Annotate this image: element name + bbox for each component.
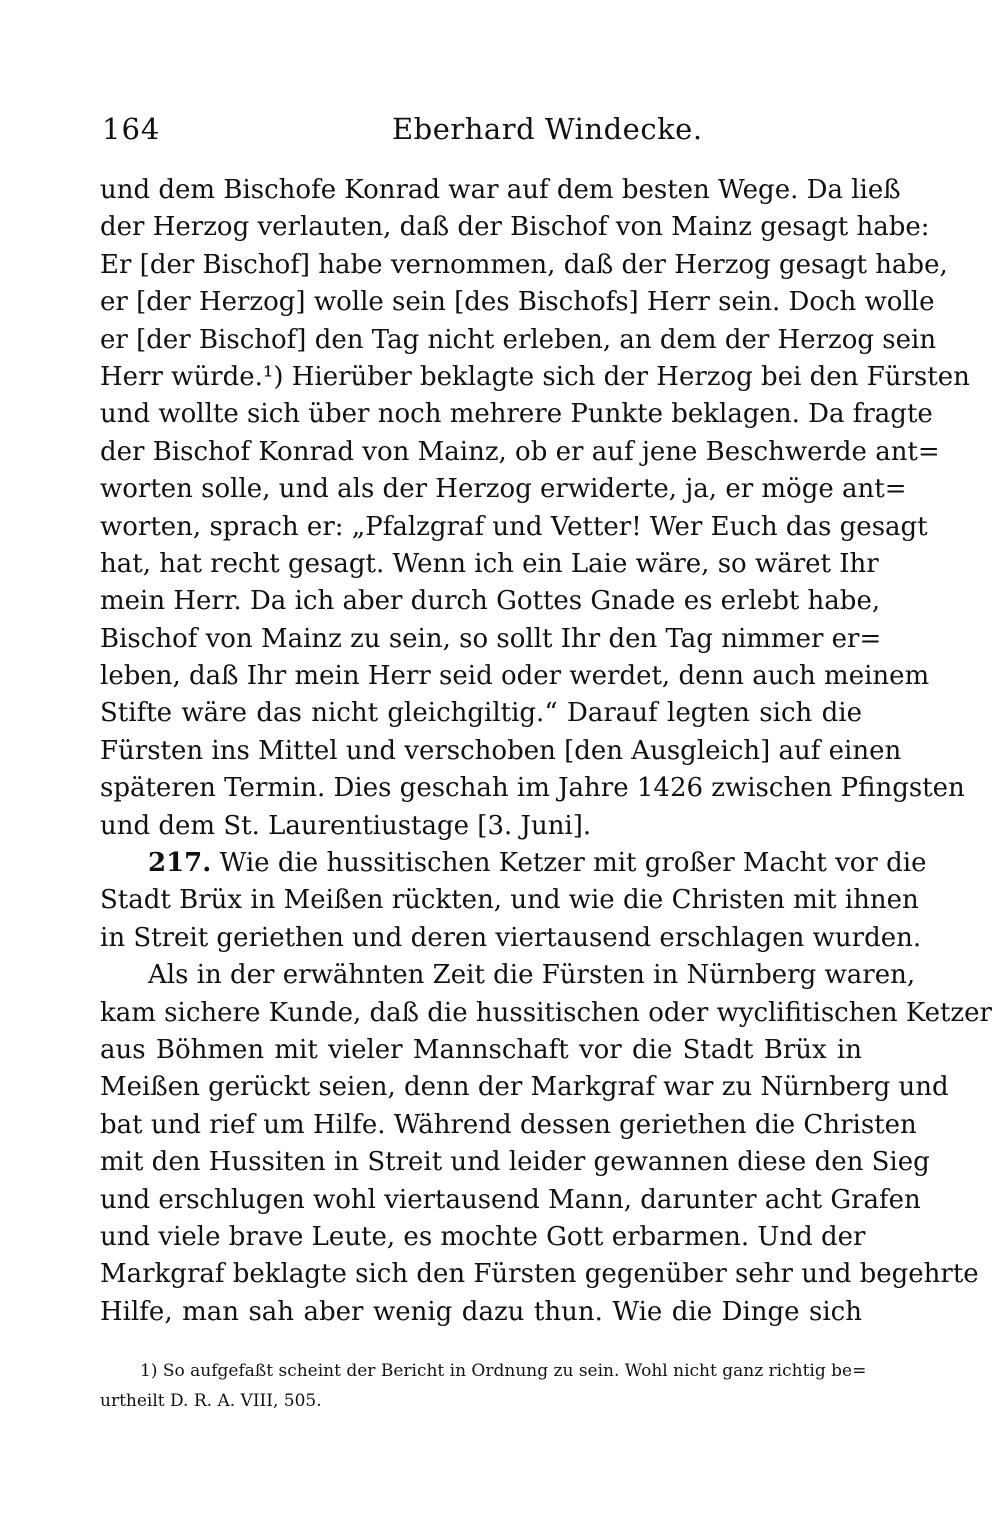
text-line: aus Böhmen mit vieler Mannschaft vor die Stadt Brüx in [100, 1034, 862, 1065]
footnotes [100, 1356, 867, 1416]
text-line: Als in der erwähnten Zeit die Fürsten in Nürnberg waren, [148, 960, 916, 991]
text-line: er [der Herzog] wolle sein [des Bischofs] Herr sein. Doch wolle [100, 287, 935, 318]
text-line: späteren Termin. Dies geschah im Jahre 1426 zwischen Pfingsten [100, 773, 965, 804]
section-heading-line: Stadt Brüx in Meißen rückten, und wie die Christen mit ihnen [100, 885, 919, 916]
text-line: bat und rief um Hilfe. Während dessen geriethen die Christen [100, 1109, 917, 1140]
section-heading-text: Wie die hussitischen Ketzer mit großer Macht vor die [219, 848, 927, 879]
text-line: und viele brave Leute, es mochte Gott erbarmen. Und der [100, 1221, 866, 1252]
text-line: mein Herr. Da ich aber durch Gottes Gnade es erlebt habe, [100, 586, 881, 617]
page-header [102, 112, 862, 156]
text-line: und erschlugen wohl viertausend Mann, darunter acht Grafen [100, 1184, 921, 1215]
text-line: der Herzog verlauten, daß der Bischof von Mainz gesagt habe: [100, 212, 930, 243]
text-line: der Bischof Konrad von Mainz, ob er auf jene Beschwerde ant= [100, 436, 940, 467]
text-line: und dem Bischofe Konrad war auf dem besten Wege. Da ließ [100, 175, 901, 205]
text-line: hat, hat recht gesagt. Wenn ich ein Laie wäre, so wäret Ihr [100, 548, 879, 579]
page-number: 164 [102, 112, 161, 146]
text-line: Bischof von Mainz zu sein, so sollt Ihr den Tag nimmer er= [100, 623, 882, 654]
text-line: Markgraf beklagte sich den Fürsten gegenüber sehr und begehrte [100, 1259, 979, 1290]
body-text [100, 172, 992, 1331]
text-line: er [der Bischof] den Tag nicht erleben, an dem der Herzog sein [100, 324, 937, 355]
text-line: kam sichere Kunde, daß die hussitischen oder wyclifitischen Ketzer [100, 997, 992, 1028]
footnote-line: 1) So aufgefaßt scheint der Bericht in Ordnung zu sein. Wohl nicht ganz richtig be= [140, 1361, 867, 1381]
text-line: und wollte sich über noch mehrere Punkte beklagen. Da fragte [100, 399, 933, 430]
running-title: Eberhard Windecke. [392, 112, 703, 146]
text-line: Fürsten ins Mittel und verschoben [den Ausgleich] auf einen [100, 735, 902, 766]
section-number: 217. [148, 848, 212, 879]
text-line: Meißen gerückt seien, denn der Markgraf war zu Nürnberg und [100, 1072, 949, 1103]
section-heading-line [100, 845, 927, 882]
section-heading-line: in Streit geriethen und deren viertausend erschlagen wurden. [100, 922, 922, 953]
text-line: mit den Hussiten in Streit und leider gewannen diese den Sieg [100, 1147, 930, 1178]
text-line: Hilfe, man sah aber wenig dazu thun. Wie die Dinge sich [100, 1296, 862, 1327]
text-line: und dem St. Laurentiustage [3. Juni]. [100, 810, 592, 841]
text-line: Stifte wäre das nicht gleichgiltig.“ Darauf legten sich die [100, 698, 862, 729]
text-line: Herr würde.¹) Hierüber beklagte sich der Herzog bei den Fürsten [100, 361, 970, 392]
footnote-line: urtheilt D. R. A. VIII, 505. [100, 1391, 322, 1411]
text-line: worten, sprach er: „Pfalzgraf und Vetter! Wer Euch das gesagt [100, 511, 928, 542]
text-line: leben, daß Ihr mein Herr seid oder werdet, denn auch meinem [100, 661, 930, 692]
text-line: worten solle, und als der Herzog erwiderte, ja, er möge ant= [100, 474, 907, 505]
text-line: Er [der Bischof] habe vernommen, daß der Herzog gesagt habe, [100, 249, 948, 280]
